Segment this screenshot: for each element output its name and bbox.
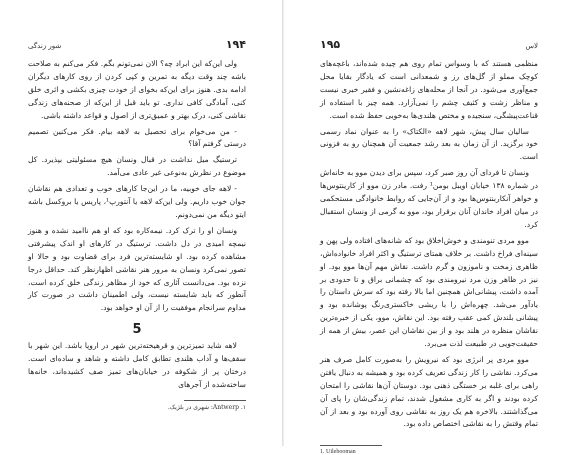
- right-running-header: [320, 38, 538, 51]
- left-paragraph-5: ونسان او را ترک کرد. نیمه‌کاره بود که او هم ناامید نشده و هنوز نیمچه امیدی در دل داشت. ترستیگ در کارهای او اندک پیشرفتی مشاهده کرده بود. او شایسته‌ترین فرد برای قضاوت بود و حالا او تصور نمی‌کرد ونسان به مرور هنر نقاشی اظهارنظر کند. حداقل درجا نزده بود. می‌دانست آثاری که خود از مظاهر زندگی خلق کرده است، آنطور که باید شایسته نیست، ولی اطمینان داشت در صورت کار مداوم سرانجام موفقیت را از آن او خواهد بود.: [28, 225, 246, 313]
- right-paragraph-2: سالیان سال پیش، شهر لاهه «الکتاک» را به عنوان نماد رسمی خود برگزید. از آن زمان به بعد رشد جمعیت آن همچنان رو به فزونی است.: [320, 126, 538, 162]
- right-paragraph-5: موو مردی پر انرژی بود که نیرویش را به‌صورت کامل صرف هنر می‌کرد. نقاشی را کار زندگی تعریف کرده بود و همیشه به دنبال یافتن راهی برای غلبه بر خستگی ذهنی بود. دوستان آن‌ها نقاشی را امتحان کرده بودند و اگر به کاری مشغول شدند، تمام زندگی‌شان را پای آن می‌گذاشتند. بالاخره هم یک روز به نقاشی روی آورده بود و بعد از آن تمام وقتش را به نقاشی اختصاص داده بود.: [320, 354, 538, 429]
- left-paragraph-4: - لاهه جای خوبیه، ما در این‌جا کارهای خوب و تعدادی هم نقاشان جوان خوب داریم. ولی این‌که لاهه یا آنتورپ¹، پاریس یا بروکسل باشه ایتو دیگه من نمی‌دونم.: [28, 184, 246, 219]
- right-paragraph-4: موو مردی تنومندی و خوش‌اخلاق بود که شانه‌های افتاده ولی پهن و سینه‌ای فراخ داشت. بر خلاف همتای ترستیگ و اکثر افراد خانواده‌اش، ظاهری زمخت و ناموزون و گرم داشت. نقاش مهم آن‌ها موو بود. او نیز در ظاهر وزن مرد نیرومندی بود که چشمانی براق و تا حدودی بر آمده داشت، پیشانی‌اش همچنین اما بالا رفته بود که سرش داستان را یادآور می‌شد. چهره‌اش را با ریشی خاکستری‌رنگ پوشانده بود و پیشانی بلندش کمی عقب رفته بود. این نقاش، موو، یکی از خبره‌ترین نقاشان منظره در هلند بود و از بین نقاشان این عصر، بیش از همه از حقیقت‌جویی در طبیعت لذت می‌برد.: [320, 235, 538, 349]
- right-page: [284, 0, 566, 455]
- footnote-rule-left: [184, 400, 246, 401]
- left-paragraph-6: لاهه شاید تمیزترین و قرهیخته‌ترین شهر در اروپا باشد. این شهر با سقف‌ها و آداب هلندی تطابق کامل داشته و شاهد و ساده‌ای است. درختان پر از شکوفه در خیابان‌های تمیز صف کشیده‌اند، خانه‌ها ساخته‌شده از آجرهای: [28, 341, 246, 389]
- left-paragraph-1: ولی این‌که این ابراد چه؟ الان نمی‌تونم بگم. فکر می‌کنم به صلاحت باشه چند وقت دیگه به تمرین و کپی کردن از روی کارهای دیگران ادامه بدی. هنوز برای این‌که بخوای از خودت چیزی بکشی و اثری خلق کنی، آمادگی کافی نداری. تو باید قبل از این‌که از صحنه‌های زندگی نقاشی کنی، درک بهتر و عمیق‌تری از اصول و قواعد داشته باشی.: [28, 59, 246, 120]
- left-paragraph-3: ترستیگ میل نداشت در قبال ونسان هیچ مسئولیتی بپذیرد. کل موضوع در نظرش به‌نوعی غیر عادی می‌آمد.: [28, 155, 246, 178]
- footnote-left: ۱. Antwerp: شهری در بلژیک.: [167, 403, 246, 411]
- left-paragraph-2: - من می‌خوام برای تحصیل به لاهه بیام. فکر می‌کنین تصمیم درستی گرفتم آقا؟: [28, 126, 246, 149]
- right-paragraph-3: ونسان تا فردای آن روز صبر کرد، سپس برای دیدن موو به خانه‌اش در شماره ۱۳۸ خیابان اویبل بومن¹ رفت. مادر زن موو از کارینتوس‌ها و خواهر آنکاربنتوس‌ها بود و از آن‌جایی که روابط خانوادگی مستحکمی در میان افراد خاندان آنان برقرار بود، موو به گرمی از ونسان استقبال کرد.: [320, 168, 538, 229]
- running-title-right: لاس: [525, 42, 538, 50]
- right-paragraph-1: منظمی هستند که با وسواس تمام روی هم چیده شده‌اند، باغچه‌های کوچک مملو از گل‌های رز و شمعدانی است که یادگار بقایا محل جمع‌آوری می‌شود. در آنجا از محله‌های زاغه‌نشین و فقیر خبری نیست و مناظر زشت و کثیف چشم را نمی‌آزارد. همه چیز با استفاده از قناعت‌پیشگی، سنجیده و مختص هلندی‌ها به‌خوبی حفظ شده است.: [320, 59, 538, 120]
- footnote-right: 1. Uilebooman: [320, 449, 356, 455]
- page-number-left: ۱۹۴: [225, 38, 246, 51]
- chapter-number: 5: [132, 322, 142, 338]
- left-page: [0, 0, 282, 446]
- running-title-left: شور زندگی: [28, 42, 62, 50]
- page-number-right: ۱۹۵: [320, 38, 341, 51]
- left-running-header: [28, 38, 246, 51]
